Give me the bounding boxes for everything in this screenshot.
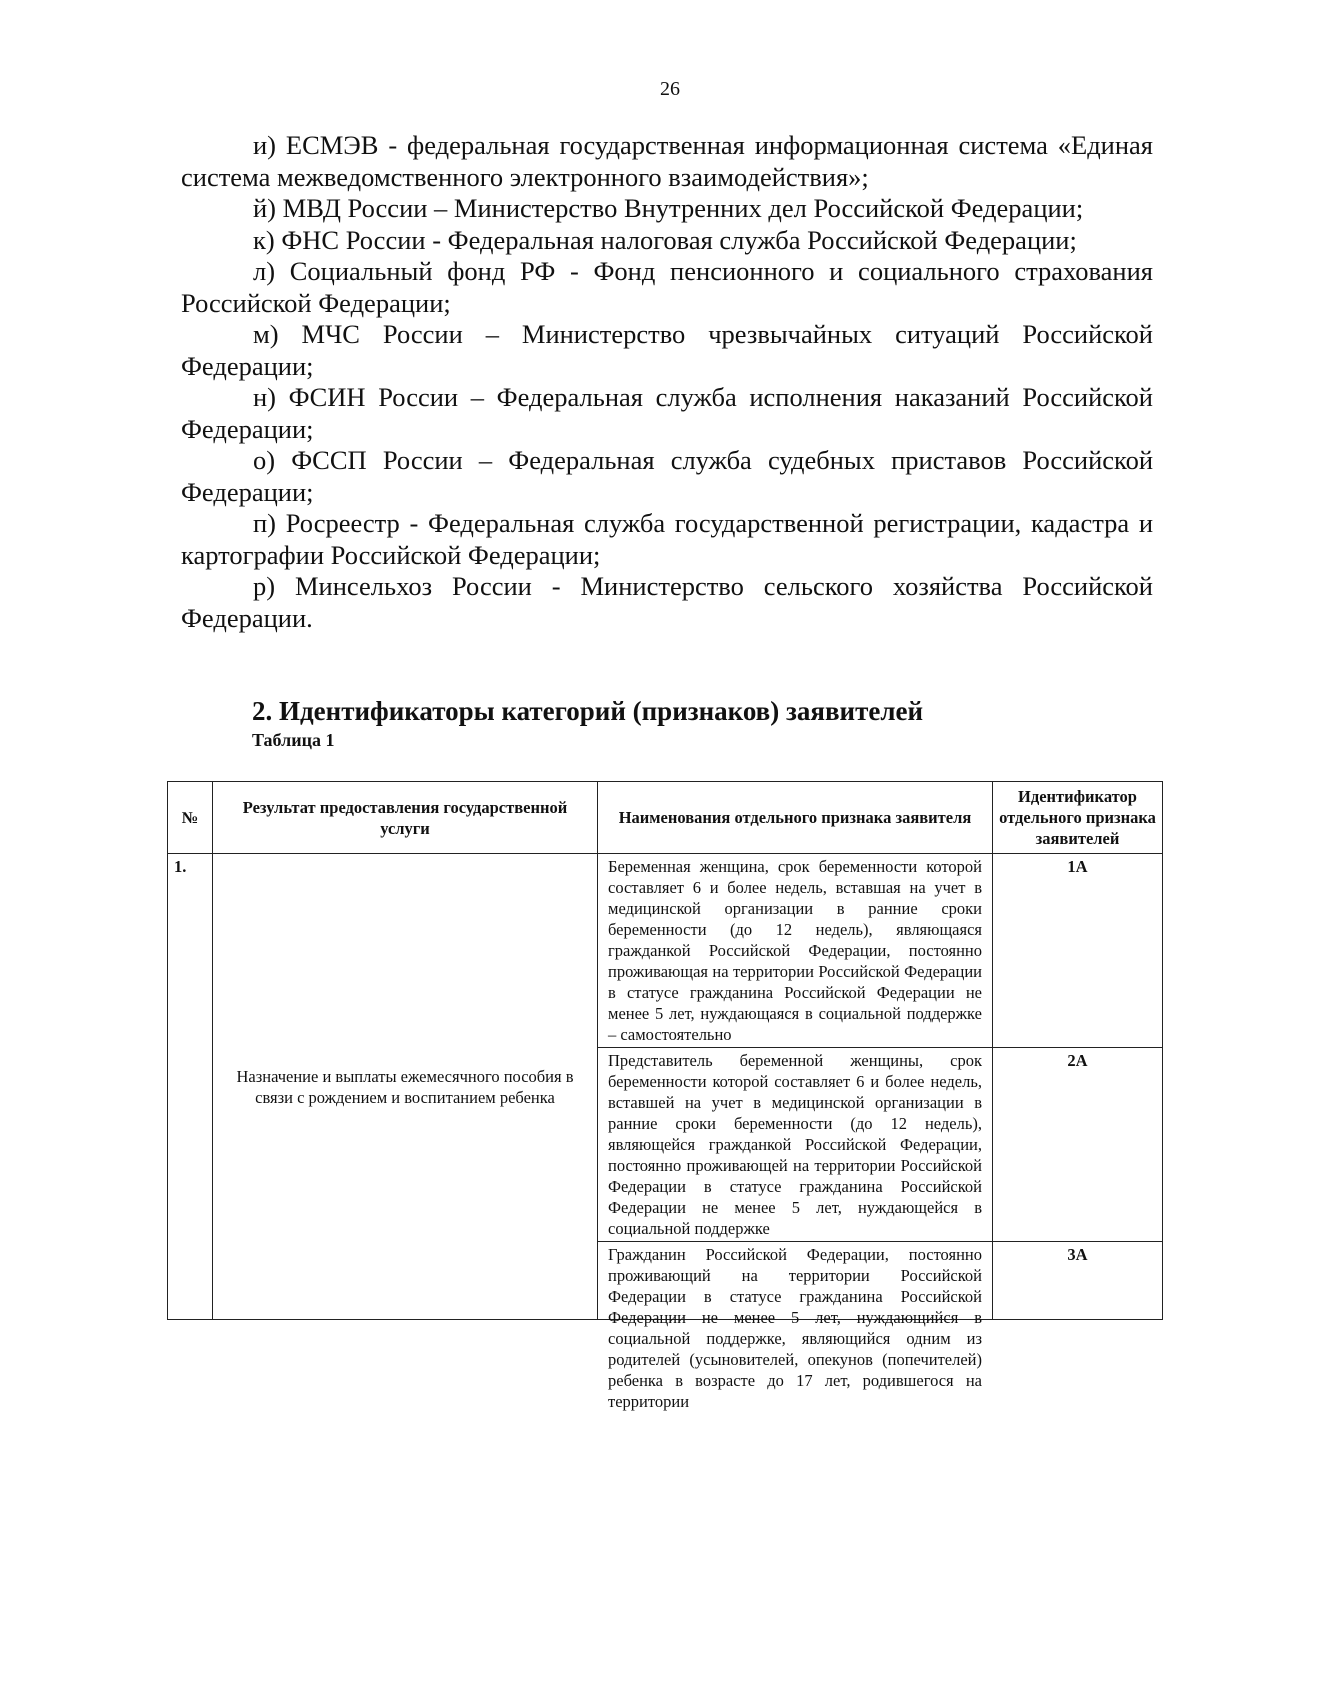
applicant-categories-table <box>167 781 1162 1411</box>
table-header-row <box>168 782 1163 854</box>
table-caption: Таблица 1 <box>252 730 335 750</box>
definition-item: н) ФСИН России – Федеральная служба исполнения наказаний Российской Федерации; <box>181 382 1153 444</box>
definition-item: к) ФНС России - Федеральная налоговая служба Российской Федерации; <box>253 224 1077 255</box>
definitions-list <box>181 130 1153 634</box>
applicant-identifier: 3А <box>993 1242 1163 1320</box>
definition-item: й) МВД России – Министерство Внутренних дел Российской Федерации; <box>253 193 1084 223</box>
applicant-description: Беременная женщина, срок беременности которой составляет 6 и более недель, вставшая на учет в медицинской организации в ранние сроки беременности (до 12 недель), являющаяся гражданкой Российской Федерации, постоянно проживающая на территории Российской Федерации в статусе гражданина Российской Федерации не менее 5 лет, нуждающаяся в социальной поддержке – самостоятельно <box>598 854 993 1048</box>
header-result: Результат предоставления государственной услуги <box>213 782 598 854</box>
row-number: 1. <box>168 854 213 1320</box>
applicant-description-text: Гражданин Российской Федерации, постоянно проживающий на территории Российской Федерации в статусе гражданина Российской Федерации не менее 5 лет, нуждающийся в социальной поддержке, являющийся одним из родителей (усыновителей, опекунов (попечителей) ребенка в возрасте до 17 лет, родившегося на территории <box>608 1245 982 1411</box>
definition-item: л) Социальный фонд РФ - Фонд пенсионного и социального страхования Российской Федерации; <box>181 256 1153 318</box>
applicant-description: Представитель беременной женщины, срок беременности которой составляет 6 и более недель, вставшей на учет в медицинской организации в ранние сроки беременности (до 12 недель), являющейся гражданкой Российской Федерации, постоянно проживающей на территории Российской Федерации в статусе гражданина Российской Федерации не менее 5 лет, нуждающейся в социальной поддержке <box>598 1048 993 1242</box>
header-id: Идентификатор отдельного признака заявителей <box>993 782 1163 854</box>
section-title: 2. Идентификаторы категорий (признаков) заявителей <box>252 696 924 726</box>
header-name: Наименования отдельного признака заявителя <box>598 782 993 854</box>
definition-item: п) Росреестр - Федеральная служба государственной регистрации, кадастра и картографии Российской Федерации; <box>181 508 1153 570</box>
definition-item: м) МЧС России – Министерство чрезвычайных ситуаций Российской Федерации; <box>181 319 1153 381</box>
definition-item: и) ЕСМЭВ - федеральная государственная информационная система «Единая система межведомственного электронного взаимодействия»; <box>181 130 1153 192</box>
page-number: 26 <box>660 78 680 100</box>
service-result: Назначение и выплаты ежемесячного пособия в связи с рождением и воспитанием ребенка <box>213 854 598 1320</box>
definition-item: о) ФССП России – Федеральная служба судебных приставов Российской Федерации; <box>181 445 1153 507</box>
header-num: № <box>168 782 213 854</box>
applicant-description <box>598 1242 993 1411</box>
applicant-identifier: 1А <box>993 854 1163 1048</box>
applicant-identifier: 2А <box>993 1048 1163 1242</box>
table-row <box>168 854 1163 1048</box>
definition-item: р) Минсельхоз России - Министерство сельского хозяйства Российской Федерации. <box>181 571 1153 633</box>
